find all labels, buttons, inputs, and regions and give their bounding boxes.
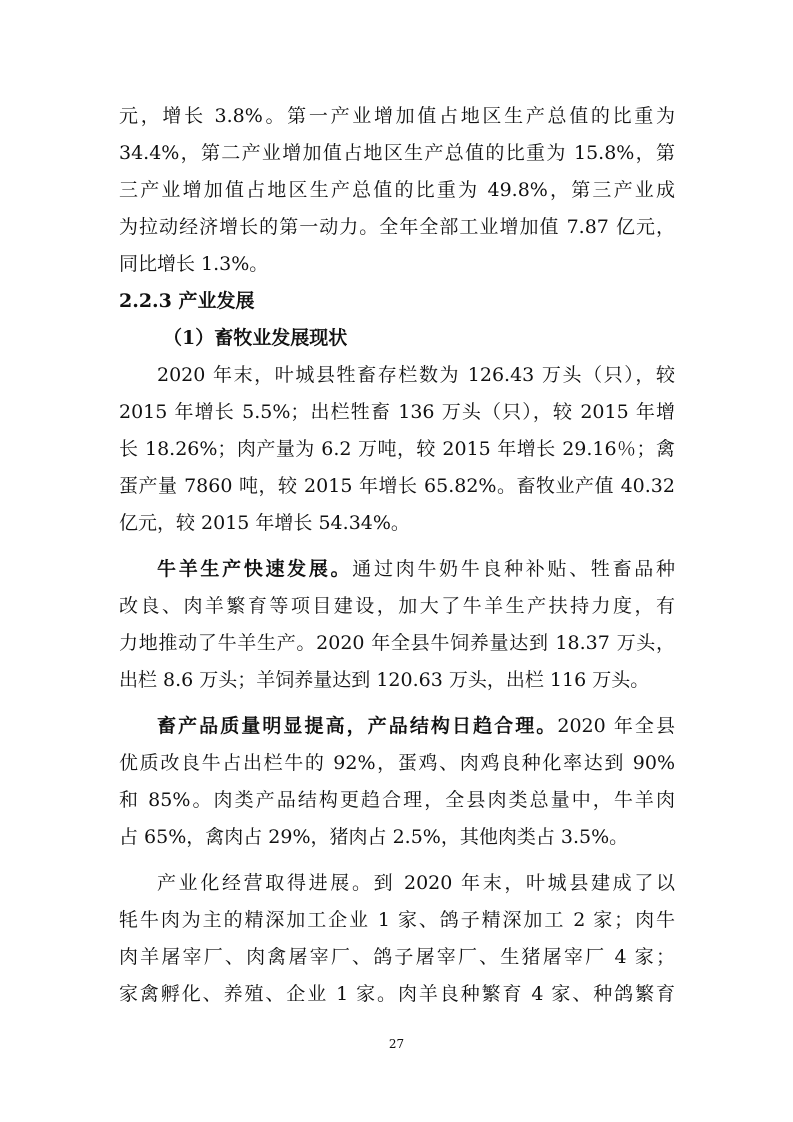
text-line: 肉羊屠宰厂、肉禽屠宰厂、鸽子屠宰厂、生猪屠宰厂 4 家； — [119, 946, 675, 968]
text-line — [119, 551, 675, 588]
text-line: 改良、肉羊繁育等项目建设，加大了牛羊生产扶持力度，有 — [119, 595, 675, 617]
bold-lead: 畜产品质量明显提高，产品结构日趋合理。 — [157, 715, 558, 737]
paragraph-industrialization — [119, 865, 675, 1013]
text-line: 蛋产量 7860 吨，较 2015 年增长 65.82%。畜牧业产值 40.32 — [119, 475, 675, 497]
text-line: 和 85%。肉类产品结构更趋合理，全县肉类总量中，牛羊肉 — [119, 789, 675, 811]
page-body — [119, 98, 675, 1013]
text-line: 亿元，较 2015 年增长 54.34%。 — [119, 512, 410, 534]
text-line: 产业化经营取得进展。到 2020 年末，叶城县建成了以 — [157, 872, 675, 894]
paragraph-livestock-status — [119, 357, 675, 542]
text-line: 力地推动了牛羊生产。2020 年全县牛饲养量达到 18.37 万头， — [119, 632, 675, 654]
text-line: 长 18.26%；肉产量为 6.2 万吨，较 2015 年增长 29.16％；禽 — [119, 438, 675, 460]
text-line: 为拉动经济增长的第一动力。全年全部工业增加值 7.87 亿元， — [119, 216, 675, 238]
section-heading: 2.2.3 产业发展 — [119, 290, 255, 312]
text-line: 优质改良牛占出栏牛的 92%，蛋鸡、肉鸡良种化率达到 90% — [119, 752, 675, 774]
text-line: 占 65%，禽肉占 29%，猪肉占 2.5%，其他肉类占 3.5%。 — [119, 826, 629, 848]
text-line: 牦牛肉为主的精深加工企业 1 家、鸽子精深加工 2 家；肉牛 — [119, 909, 675, 931]
line-rest: 通过肉牛奶牛良种补贴、牲畜品种 — [352, 558, 675, 580]
paragraph-product-quality — [119, 708, 675, 856]
page-number: 27 — [388, 1037, 405, 1051]
text-line: 出栏 8.6 万头；羊饲养量达到 120.63 万头，出栏 116 万头。 — [119, 669, 650, 691]
bold-lead: 牛羊生产快速发展。 — [157, 558, 353, 580]
text-line: 2020 年末，叶城县牲畜存栏数为 126.43 万头（只），较 — [157, 364, 675, 386]
text-line: 2015 年增长 5.5%；出栏牲畜 136 万头（只），较 2015 年增 — [119, 401, 675, 423]
paragraph-economy-structure — [119, 98, 675, 283]
line-rest: 2020 年全县 — [557, 715, 675, 737]
text-line: 34.4%，第二产业增加值占地区生产总值的比重为 15.8%，第 — [119, 142, 675, 164]
text-line — [119, 708, 675, 745]
subsection-heading: （1）畜牧业发展现状 — [163, 327, 348, 349]
paragraph-cattle-sheep — [119, 551, 675, 699]
text-line: 三产业增加值占地区生产总值的比重为 49.8%，第三产业成 — [119, 179, 675, 201]
text-line: 家禽孵化、养殖、企业 1 家。肉羊良种繁育 4 家、种鸽繁育 — [119, 983, 675, 1005]
text-line: 元，增长 3.8%。第一产业增加值占地区生产总值的比重为 — [119, 105, 675, 127]
text-line: 同比增长 1.3%。 — [119, 253, 269, 275]
